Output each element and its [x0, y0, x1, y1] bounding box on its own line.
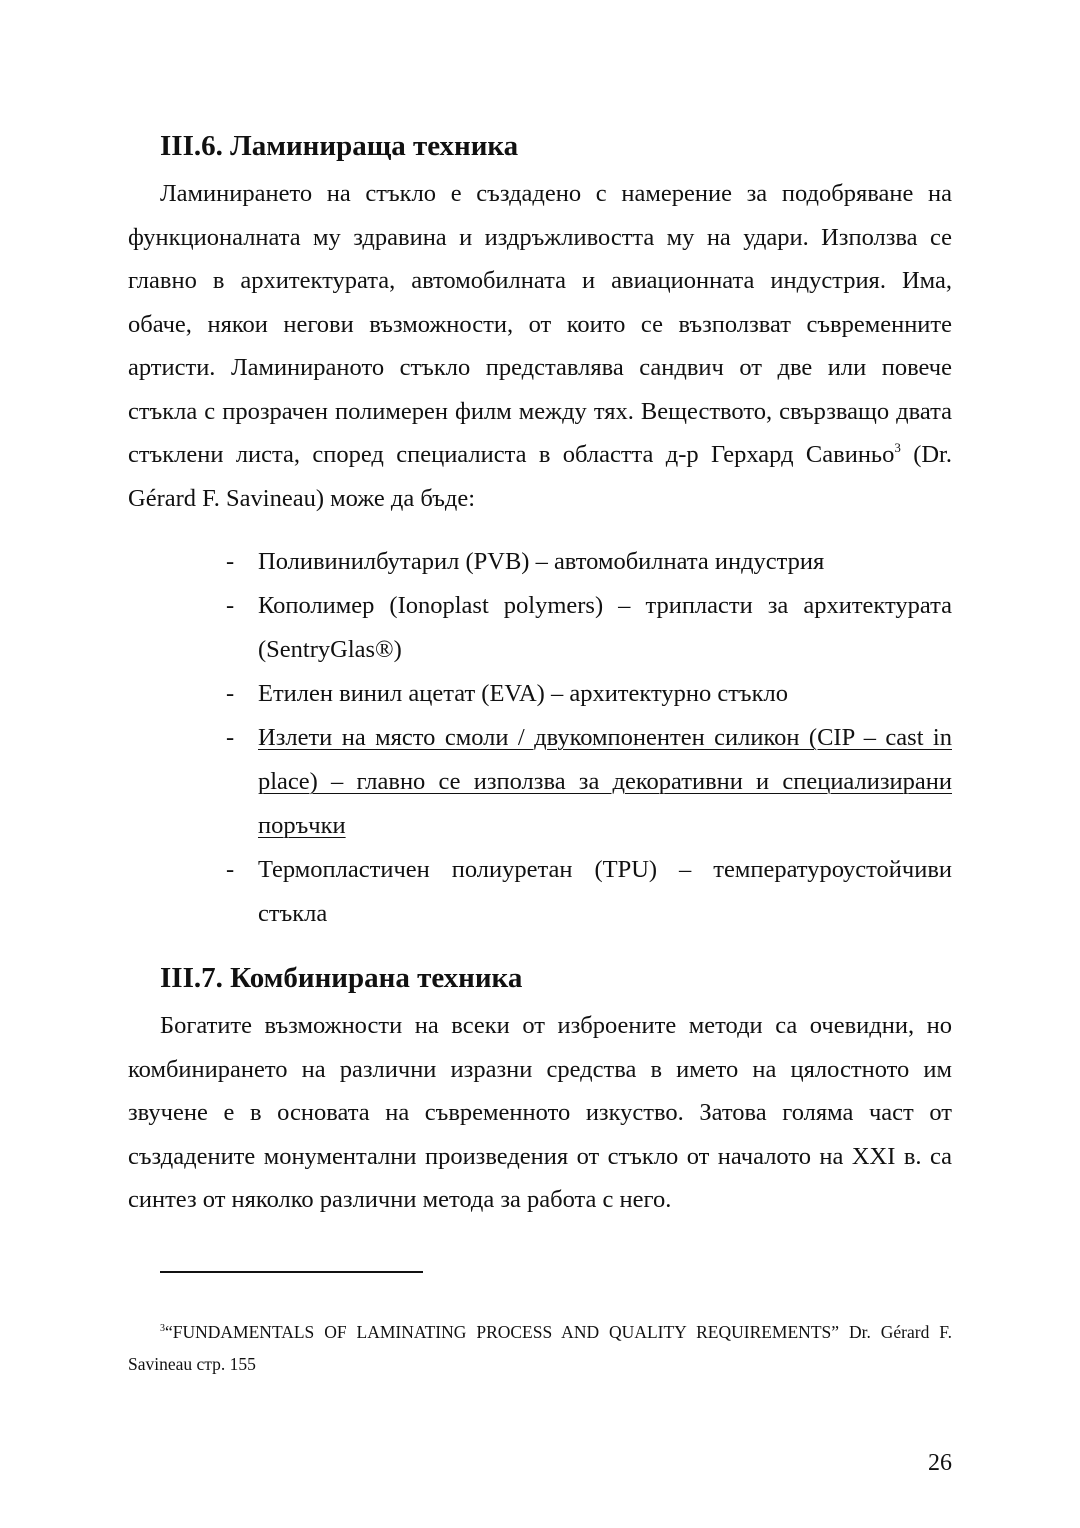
list-dash: -	[226, 680, 235, 707]
list-item-text: Кополимер (Ionoplast polymers) – трипласти за архитектурата (SentryGlas®)	[258, 592, 952, 663]
list-item	[226, 848, 952, 936]
laminating-paragraph-text-end: (Dr. Gérard F. Savineau) може да бъде:	[128, 441, 952, 512]
footnote-text: “FUNDAMENTALS OF LAMINATING PROCESS AND QUALITY REQUIREMENTS” Dr. Gérard F. Savineau стр. 155	[128, 1322, 952, 1374]
list-item	[226, 716, 952, 848]
interlayer-materials-list	[226, 540, 952, 936]
laminating-paragraph	[128, 172, 952, 520]
footnote-separator	[160, 1271, 423, 1273]
section-heading-combined: III.7. Комбинирана техника	[160, 962, 523, 994]
list-item	[226, 584, 952, 672]
combined-paragraph: Богатите възможности на всеки от изброените методи са очевидни, но комбинирането на различни изразни средства в името на цялостното им звучене е в основата на съвременното изкуство. Затова голяма част от създадените монументални произведения от стъкло от началото на XXI в. са синтез от няколко различни метода за работа с него.	[128, 1012, 952, 1213]
page-number: 26	[928, 1450, 952, 1476]
footnote-reference: 3	[894, 440, 901, 455]
list-dash: -	[226, 856, 235, 883]
list-item-text: Излети на място смоли / двукомпонентен силикон (CIP – cast in place) – главно се използва за декоративни и специализирани поръчки	[258, 724, 952, 839]
list-dash: -	[226, 592, 235, 619]
footnote	[128, 1316, 952, 1380]
list-dash: -	[226, 724, 235, 751]
section-heading-laminating: III.6. Ламинираща техника	[160, 130, 519, 162]
list-dash: -	[226, 548, 235, 575]
list-item-text: Поливинилбутарил (PVB) – автомобилната индустрия	[258, 548, 825, 575]
footnote-marker: 3	[160, 1323, 165, 1334]
list-item-text: Термопластичен полиуретан (TPU) – температуроустойчиви стъкла	[258, 856, 952, 927]
laminating-paragraph-text: Ламинирането на стъкло е създадено с намерение за подобряване на функционалната му здравина и издръжливостта му на удари. Използва се главно в архитектурата, автомобилната и авиационната индустрия. Има, обаче, някои негови възможности, от които се възползват съвременните артисти. Ламинираното стъкло представлява сандвич от две или повече стъкла с прозрачен полимерен филм между тях. Веществото, свързващо двата стъклени листа, според специалиста в областта д-р Герхард Савиньо	[128, 180, 952, 468]
list-item	[226, 540, 952, 584]
list-item-text: Етилен винил ацетат (EVA) – архитектурно стъкло	[258, 680, 788, 707]
list-item	[226, 672, 952, 716]
